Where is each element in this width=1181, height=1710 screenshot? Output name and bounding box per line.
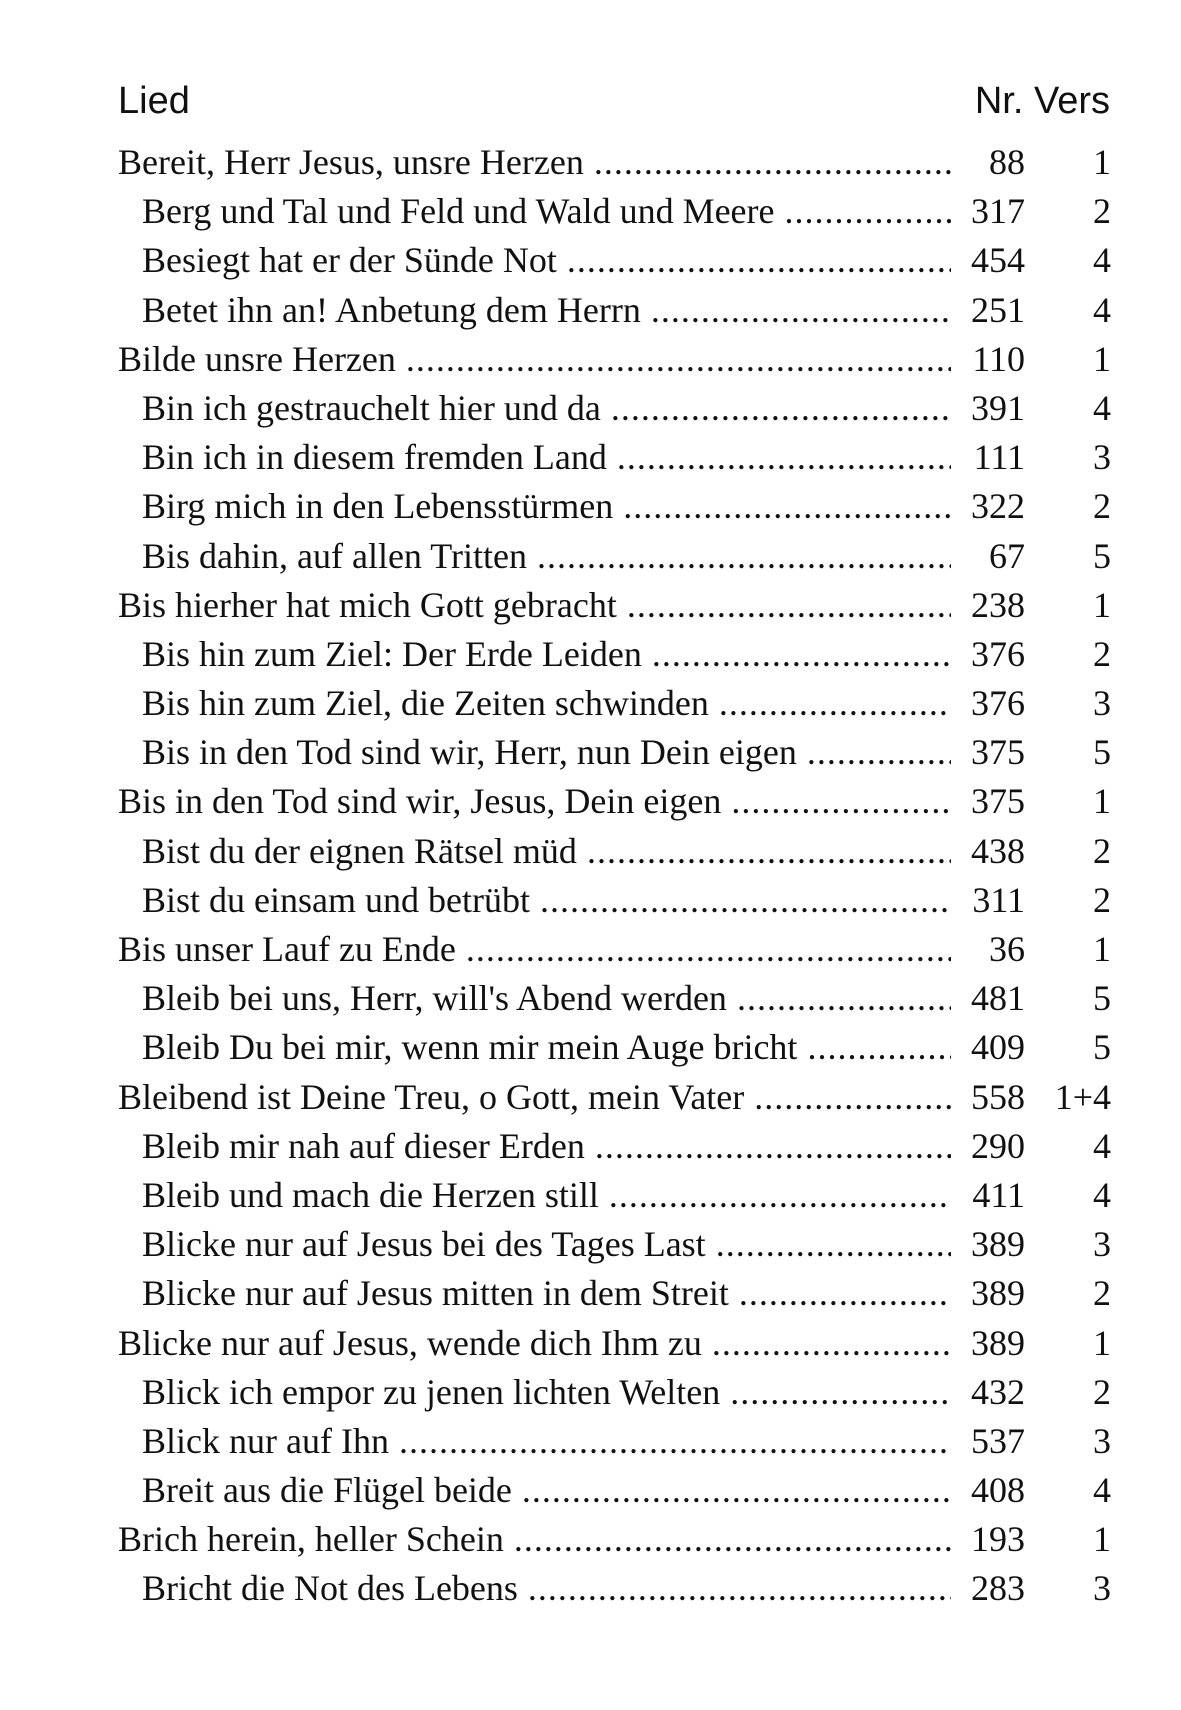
song-title: Bis in den Tod sind wir, Jesus, Dein eigen ..... — [118, 777, 951, 826]
song-title: Besiegt hat er der Sünde Not ..... — [142, 236, 951, 285]
song-number: 238 — [971, 584, 1025, 625]
verse-number: 4 — [1093, 289, 1111, 330]
song-title: Bleib bei uns, Herr, will's Abend werden ..... — [142, 974, 951, 1023]
song-title: Blicke nur auf Jesus, wende dich Ihm zu ..... — [118, 1319, 951, 1368]
index-entry — [0, 1220, 1181, 1269]
song-title: Bin ich in diesem fremden Land ..... — [142, 433, 951, 482]
song-number: 251 — [971, 289, 1025, 330]
song-title: Bis unser Lauf zu Ende ..... — [118, 925, 951, 974]
verse-number: 4 — [1093, 1470, 1111, 1511]
verse-number: 3 — [1093, 1420, 1111, 1461]
index-entry — [0, 1466, 1181, 1515]
verse-number: 2 — [1093, 486, 1111, 527]
index-entry — [0, 728, 1181, 777]
index-entry — [0, 1368, 1181, 1417]
index-entry — [0, 433, 1181, 482]
header-lied: Lied — [118, 80, 190, 122]
song-number: 193 — [971, 1519, 1025, 1560]
song-title: Bricht die Not des Lebens ..... — [142, 1564, 951, 1613]
verse-number: 3 — [1093, 1568, 1111, 1609]
song-title: Birg mich in den Lebensstürmen ..... — [142, 482, 951, 531]
verse-number: 3 — [1093, 683, 1111, 724]
verse-number: 3 — [1093, 1224, 1111, 1265]
index-entry — [0, 1269, 1181, 1318]
song-title: Bist du einsam und betrübt ..... — [142, 876, 951, 925]
verse-number: 2 — [1093, 633, 1111, 674]
song-title: Betet ihn an! Anbetung dem Herrn ..... — [142, 286, 951, 335]
verse-number: 5 — [1093, 978, 1111, 1019]
index-entry — [0, 482, 1181, 531]
index-entry — [0, 581, 1181, 630]
song-number: 391 — [971, 387, 1025, 428]
song-title: Bis hierher hat mich Gott gebracht ..... — [118, 581, 951, 630]
verse-number: 2 — [1093, 830, 1111, 871]
song-number: 481 — [971, 978, 1025, 1019]
verse-number: 5 — [1093, 732, 1111, 773]
song-title: Bereit, Herr Jesus, unsre Herzen ..... — [118, 138, 951, 187]
song-number: 432 — [971, 1371, 1025, 1412]
verse-number: 2 — [1093, 191, 1111, 232]
index-entry — [0, 187, 1181, 236]
index-entry — [0, 286, 1181, 335]
song-number: 389 — [971, 1322, 1025, 1363]
index-entry — [0, 236, 1181, 285]
verse-number: 4 — [1093, 1174, 1111, 1215]
index-entry — [0, 1417, 1181, 1466]
index-entry — [0, 1122, 1181, 1171]
verse-number: 5 — [1093, 1027, 1111, 1068]
index-entry — [0, 630, 1181, 679]
verse-number: 1+4 — [1054, 1076, 1111, 1117]
song-title: Berg und Tal und Feld und Wald und Meere ..... — [142, 187, 951, 236]
verse-number: 1 — [1093, 142, 1111, 182]
song-title: Blick nur auf Ihn ..... — [142, 1417, 951, 1466]
song-title: Bis hin zum Ziel: Der Erde Leiden ..... — [142, 630, 951, 679]
song-number: 558 — [971, 1076, 1025, 1117]
verse-number: 3 — [1093, 437, 1111, 478]
header-nr: Nr. — [974, 80, 1024, 122]
index-entry — [0, 925, 1181, 974]
song-number: 411 — [972, 1174, 1025, 1215]
verse-number: 1 — [1093, 584, 1111, 625]
verse-number: 1 — [1093, 929, 1111, 969]
song-title: Blick ich empor zu jenen lichten Welten ..... — [142, 1368, 951, 1417]
index-entry — [0, 827, 1181, 876]
song-title: Breit aus die Flügel beide ..... — [142, 1466, 951, 1515]
song-number: 438 — [971, 830, 1025, 871]
song-title: Bis dahin, auf allen Tritten ..... — [142, 532, 951, 581]
song-number: 537 — [971, 1420, 1025, 1461]
song-title: Bilde unsre Herzen ..... — [118, 335, 951, 384]
song-number: 110 — [972, 338, 1025, 379]
song-number: 389 — [971, 1224, 1025, 1265]
song-number: 111 — [973, 437, 1025, 478]
verse-number: 1 — [1093, 1519, 1111, 1560]
index-entry — [0, 974, 1181, 1023]
index-entry — [0, 1515, 1181, 1564]
song-number: 290 — [971, 1125, 1025, 1166]
verse-number: 4 — [1093, 1125, 1111, 1166]
index-entry — [0, 1564, 1181, 1613]
verse-number: 1 — [1093, 781, 1111, 822]
verse-number: 5 — [1093, 535, 1111, 576]
song-title: Bis in den Tod sind wir, Herr, nun Dein eigen ..... — [142, 728, 951, 777]
song-number: 36 — [989, 929, 1025, 969]
verse-number: 2 — [1093, 1273, 1111, 1314]
verse-number: 2 — [1093, 879, 1111, 920]
song-title: Blicke nur auf Jesus mitten in dem Streit ..... — [142, 1269, 951, 1318]
song-title: Brich herein, heller Schein ..... — [118, 1515, 951, 1564]
song-title: Bleib mir nah auf dieser Erden ..... — [142, 1122, 951, 1171]
song-title: Bis hin zum Ziel, die Zeiten schwinden ..... — [142, 679, 951, 728]
song-number: 454 — [971, 240, 1025, 281]
column-header — [118, 76, 1110, 126]
song-number: 408 — [971, 1470, 1025, 1511]
song-number: 376 — [971, 683, 1025, 724]
index-entry — [0, 777, 1181, 826]
song-number: 88 — [989, 142, 1025, 182]
song-number: 322 — [971, 486, 1025, 527]
song-number: 409 — [971, 1027, 1025, 1068]
verse-number: 4 — [1093, 387, 1111, 428]
song-number: 311 — [972, 879, 1025, 920]
index-entry — [0, 384, 1181, 433]
index-entry — [0, 1171, 1181, 1220]
song-title: Blicke nur auf Jesus bei des Tages Last ..... — [142, 1220, 951, 1269]
song-number: 376 — [971, 633, 1025, 674]
song-number: 317 — [971, 191, 1025, 232]
song-title: Bin ich gestrauchelt hier und da ..... — [142, 384, 951, 433]
index-entry — [0, 532, 1181, 581]
song-title: Bleibend ist Deine Treu, o Gott, mein Vater ..... — [118, 1073, 951, 1122]
header-nr-vers — [975, 76, 1110, 126]
index-entry — [0, 335, 1181, 384]
verse-number: 1 — [1093, 338, 1111, 379]
song-title: Bleib und mach die Herzen still ..... — [142, 1171, 951, 1220]
index-entry — [0, 138, 1181, 187]
song-index-list — [0, 138, 1181, 1614]
song-title: Bleib Du bei mir, wenn mir mein Auge bricht ..... — [142, 1023, 951, 1072]
verse-number: 4 — [1093, 240, 1111, 281]
index-entry — [0, 679, 1181, 728]
song-title: Bist du der eignen Rätsel müd ..... — [142, 827, 951, 876]
song-number: 67 — [989, 535, 1025, 576]
verse-number: 2 — [1093, 1371, 1111, 1412]
song-number: 375 — [971, 732, 1025, 773]
song-number: 283 — [971, 1568, 1025, 1609]
song-number: 389 — [971, 1273, 1025, 1314]
index-entry — [0, 1319, 1181, 1368]
index-entry — [0, 876, 1181, 925]
song-number: 375 — [971, 781, 1025, 822]
index-entry — [0, 1073, 1181, 1122]
verse-number: 1 — [1093, 1322, 1111, 1363]
index-entry — [0, 1023, 1181, 1072]
header-vers: Vers — [1033, 80, 1110, 122]
